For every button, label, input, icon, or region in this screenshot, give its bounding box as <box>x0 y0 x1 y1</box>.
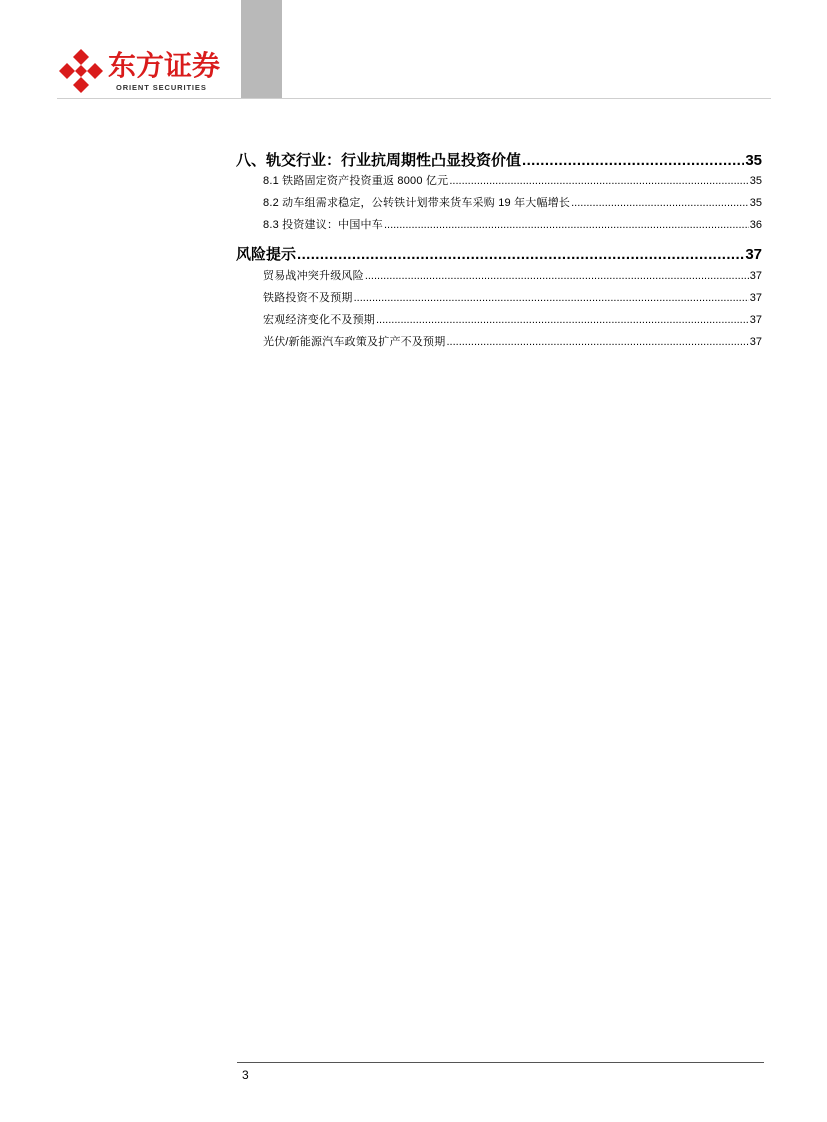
toc-entry-title: 八、轨交行业：行业抗周期性凸显投资价值 <box>236 152 522 169</box>
toc-entry-page: 37 <box>745 246 762 263</box>
toc-leader-dots <box>446 331 748 353</box>
toc-entry[interactable] <box>236 265 762 287</box>
toc-leader-dots <box>449 170 748 192</box>
toc-entry[interactable] <box>236 331 762 353</box>
orient-logo-icon <box>57 47 105 95</box>
toc-entry-page: 37 <box>749 314 762 326</box>
toc-entry[interactable] <box>236 150 762 172</box>
header-divider <box>57 98 771 99</box>
toc-entry[interactable] <box>236 192 762 214</box>
toc-entry-title: 8.2 动车组需求稳定，公转铁计划带来货车采购 19 年大幅增长 <box>263 197 571 209</box>
toc-entry[interactable] <box>236 214 762 236</box>
toc-entry-page: 35 <box>749 197 762 209</box>
toc-leader-dots <box>384 214 749 236</box>
toc-entry-title: 铁路投资不及预期 <box>263 292 353 304</box>
toc-entry-title: 宏观经济变化不及预期 <box>263 314 375 326</box>
toc-entry-title: 风险提示 <box>236 246 297 263</box>
toc-entry-title: 光伏/新能源汽车政策及扩产不及预期 <box>263 336 446 348</box>
toc-entry-page: 37 <box>749 292 762 304</box>
toc-entry-page: 37 <box>749 336 762 348</box>
logo-english-text: ORIENT SECURITIES <box>116 83 207 92</box>
header-gray-bar <box>241 0 282 98</box>
toc-entry-title: 8.3 投资建议：中国中车 <box>263 219 383 231</box>
toc-entry-title: 贸易战冲突升级风险 <box>263 270 364 282</box>
toc-entry-page: 37 <box>749 270 762 282</box>
toc-entry[interactable] <box>236 170 762 192</box>
toc-entry-page: 35 <box>745 152 762 169</box>
toc-leader-dots <box>365 265 749 287</box>
toc-entry[interactable] <box>236 309 762 331</box>
toc-entry[interactable] <box>236 287 762 309</box>
toc-entry[interactable] <box>236 244 762 266</box>
logo-chinese-text: 东方证券 <box>108 49 221 82</box>
toc-leader-dots <box>522 150 744 172</box>
footer-divider <box>237 1062 764 1063</box>
page-number: 3 <box>242 1068 249 1082</box>
company-logo <box>57 47 227 97</box>
toc-leader-dots <box>354 287 749 309</box>
toc-entry-title: 8.1 铁路固定资产投资重返 8000 亿元 <box>263 175 449 187</box>
toc-leader-dots <box>376 309 749 331</box>
toc-entry-page: 36 <box>749 219 762 231</box>
toc-leader-dots <box>571 192 749 214</box>
toc-entry-page: 35 <box>749 175 762 187</box>
toc-leader-dots <box>297 244 744 266</box>
